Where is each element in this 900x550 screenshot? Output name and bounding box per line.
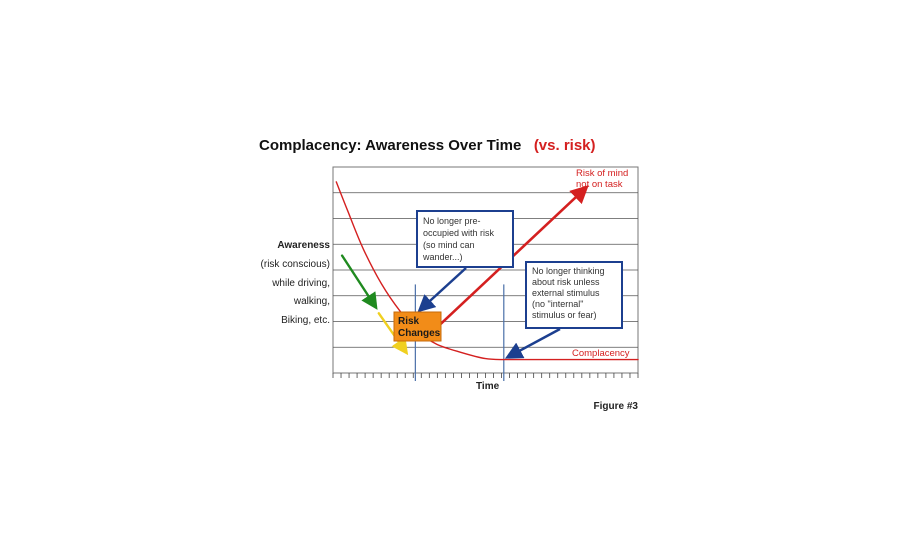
annotation-box-2-line-2: about risk unless [532, 277, 600, 287]
annotation-box-1-line-4: wander...) [423, 252, 463, 262]
annotation-box-2-line-4: (no "internal" [532, 299, 584, 309]
annotation-box-1-line-2: occupied with risk [423, 228, 495, 238]
chart-title [259, 137, 596, 154]
annotation-box-1-line-1: No longer pre- [423, 216, 481, 226]
x-axis-label: Time [476, 381, 500, 392]
y-axis-label [261, 240, 331, 326]
x-axis-ticks [333, 373, 638, 378]
annotation-box-1 [417, 211, 513, 267]
risk-changes-line-2: Changes [398, 328, 441, 339]
ylabel-line-4: walking, [293, 296, 330, 307]
risk-changes-box [394, 312, 441, 341]
annotation-box-2-line-1: No longer thinking [532, 266, 605, 276]
ylabel-line-1: Awareness [277, 240, 330, 251]
ylabel-line-2: (risk conscious) [260, 259, 330, 270]
pointer-arrow-box-1 [420, 268, 466, 310]
risk-of-mind-line-2: not on task [576, 179, 623, 190]
annotation-box-1-line-3: (so mind can [423, 240, 475, 250]
ylabel-line-5: Biking, etc. [281, 315, 330, 326]
pointer-arrow-box-2 [508, 329, 560, 357]
annotation-box-2-line-3: external stimulus [532, 288, 600, 298]
ylabel-line-3: while driving, [272, 278, 330, 289]
annotation-box-2-line-5: stimulus or fear) [532, 310, 597, 320]
annotation-box-2 [526, 262, 622, 328]
risk-changes-line-1: Risk [398, 316, 420, 327]
chart-title-suffix: (vs. risk) [533, 137, 596, 154]
chart-title-main: Complacency: Awareness Over Time [259, 137, 522, 154]
complacency-label: Complacency [572, 348, 630, 359]
risk-of-mind-line-1: Risk of mind [576, 168, 629, 179]
figure-label: Figure #3 [593, 401, 638, 412]
